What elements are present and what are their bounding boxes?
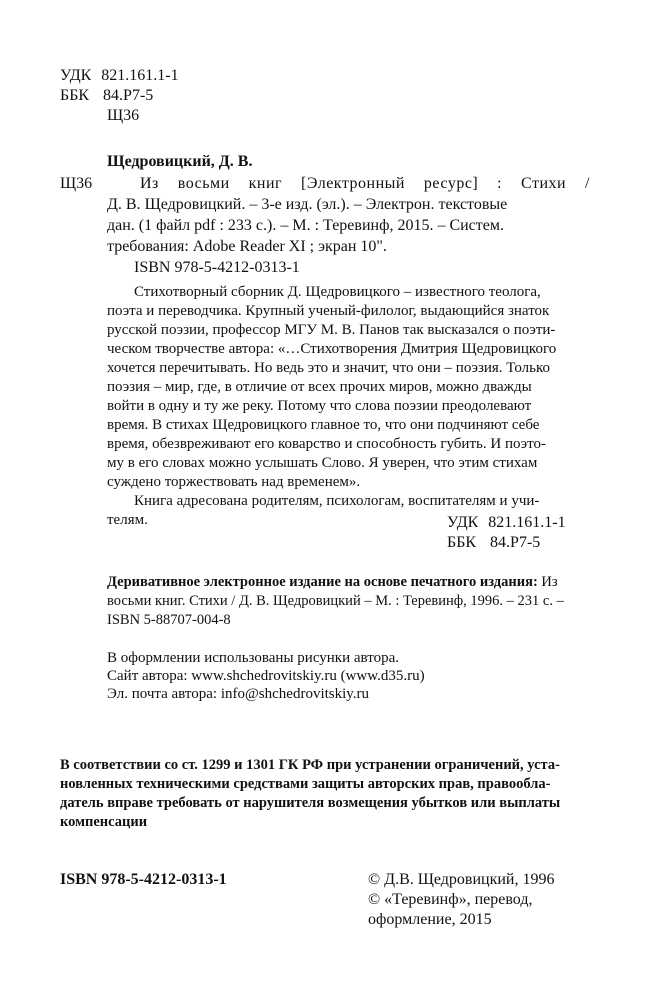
annotation-line: хочется перечитывать. Но ведь это и значит, что они – поэзия. Только (107, 360, 550, 376)
bbk-label: ББК (447, 534, 477, 551)
udk-value: 821.161.1-1 (101, 67, 179, 84)
description-line-2: Д. В. Щедровицкий. – 3-е изд. (эл.). – Электрон. текстовые (107, 196, 508, 213)
derivative-bold: Деривативное электронное издание на основе печатного издания: (107, 574, 538, 590)
annotation-line: войти в одну и ту же реку. Потому что слова поэзии преодолевают (107, 398, 532, 414)
udk-value: 821.161.1-1 (488, 514, 566, 531)
description-line-4: требования: Adobe Reader XI ; экран 10". (107, 238, 387, 255)
note-email: Эл. почта автора: info@shchedrovitskiy.ru (107, 686, 370, 702)
annotation-line: ческом творчестве автора: «…Стихотворения Дмитрия Щедровицкого (107, 341, 557, 357)
bbk-value: 84.Р7-5 (490, 534, 541, 551)
udk-label: УДК (60, 67, 92, 84)
bbk-label: ББК (60, 87, 90, 104)
annotation-line: телям. (107, 512, 148, 528)
derivative-line-3: ISBN 5-88707-004-8 (107, 612, 231, 628)
annotation-line: время. В стихах Щедровицкого главное то, что они подчиняют себе (107, 417, 540, 433)
footer-isbn: ISBN 978-5-4212-0313-1 (60, 871, 227, 888)
annotation-line: му в его словах можно услышать Слово. Я уверен, что этим стихам (107, 455, 538, 471)
copyright-line: оформление, 2015 (368, 911, 492, 928)
legal-line: компенсации (60, 814, 148, 830)
derivative-line-1 (107, 573, 558, 592)
annotation-line: время, обезвреживают его коварство и способность губить. И поэто- (107, 436, 546, 452)
annotation-line: Стихотворный сборник Д. Щедровицкого – известного теолога, (134, 284, 541, 300)
note-illustrations: В оформлении использованы рисунки автора. (107, 650, 400, 666)
note-website: Сайт автора: www.shchedrovitskiy.ru (www.d35.ru) (107, 668, 425, 684)
bbk-value: 84.Р7-5 (103, 87, 154, 104)
copyright-line: © «Теревинф», перевод, (368, 891, 533, 908)
legal-line: датель вправе требовать от нарушителя возмещения убытков или выплаты (60, 795, 561, 811)
bottom-udk-line (447, 513, 607, 533)
description-line-3: дан. (1 файл pdf : 233 с.). – М. : Теревинф, 2015. – Систем. (107, 217, 504, 234)
derivative-tail: Из (541, 574, 558, 590)
annotation-line: поэзия – мир, где, в отличие от всех прочих миров, можно дважды (107, 379, 532, 395)
catalog-isbn: ISBN 978-5-4212-0313-1 (134, 259, 300, 276)
legal-line: новленных техническими средствами защиты авторских прав, правообла- (60, 776, 551, 792)
top-bbk-line (60, 86, 260, 106)
bottom-bbk-line (447, 533, 607, 553)
author-heading: Щедровицкий, Д. В. (107, 153, 253, 170)
top-udk-line (60, 66, 260, 86)
catalog-author-mark: Щ36 (60, 175, 93, 192)
legal-line: В соответствии со ст. 1299 и 1301 ГК РФ при устранении ограничений, уста- (60, 757, 560, 773)
copyright-line: © Д.В. Щедровицкий, 1996 (368, 871, 555, 888)
annotation-line: Книга адресована родителям, психологам, воспитателям и учи- (134, 493, 540, 509)
derivative-line-2: восьми книг. Стихи / Д. В. Щедровицкий – М. : Теревинф, 1996. – 231 с. – (107, 593, 564, 609)
annotation-line: суждено торжествовать над временем». (107, 474, 361, 490)
annotation-line: поэта и переводчика. Крупный ученый-филолог, выдающийся знаток (107, 303, 550, 319)
top-author-mark: Щ36 (107, 107, 140, 124)
annotation-line: русской поэзии, профессор МГУ М. В. Панов так высказался о поэти- (107, 322, 556, 338)
udk-label: УДК (447, 514, 479, 531)
description-line-1: Из восьми книг [Электронный ресурс] : Стихи / (140, 175, 590, 192)
